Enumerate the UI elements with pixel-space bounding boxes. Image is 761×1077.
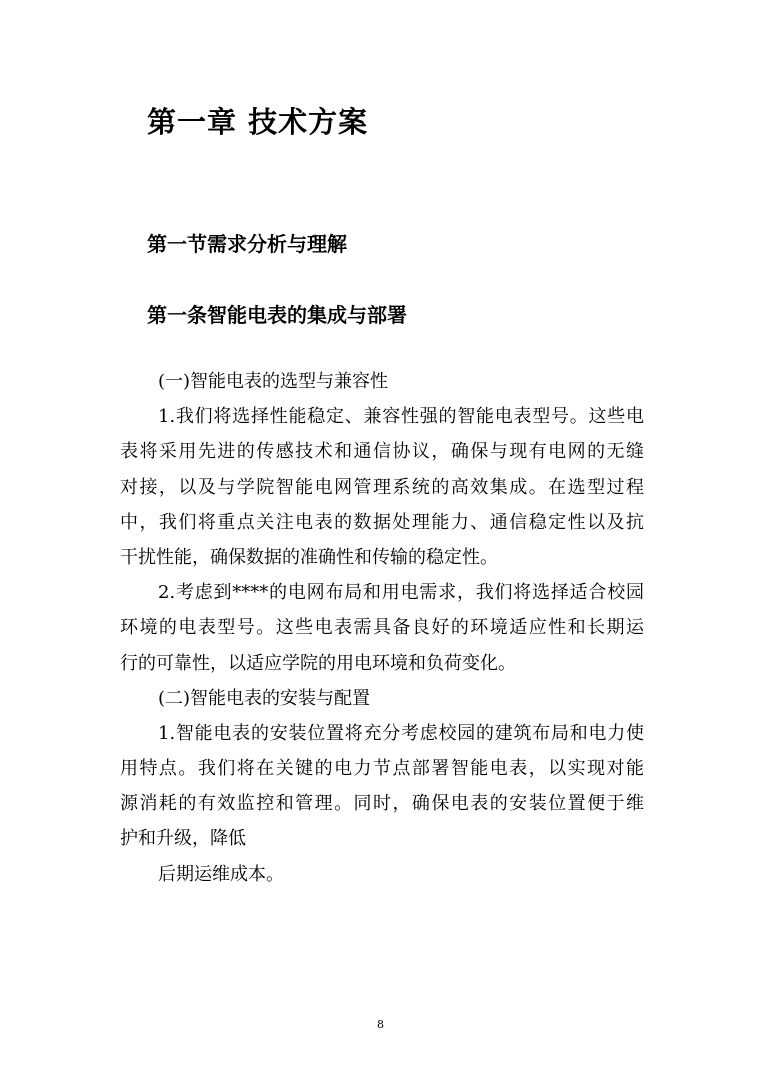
- paragraph-line: 行的可靠性，以适应学院的用电环境和负荷变化。: [120, 652, 516, 674]
- paragraph-line: 中，我们将重点关注电表的数据处理能力、通信稳定性以及抗: [120, 511, 644, 533]
- paragraph-line: 2.考虑到****的电网布局和用电需求，我们将选择适合校园: [158, 582, 644, 604]
- paragraph-line: 1.我们将选择性能稳定、兼容性强的智能电表型号。这些电: [158, 406, 644, 428]
- subheading-line: (二)智能电表的安装与配置: [158, 687, 371, 709]
- section-title: 第一节需求分析与理解: [147, 232, 347, 256]
- paragraph-line: 对接，以及与学院智能电网管理系统的高效集成。在选型过程: [120, 476, 644, 498]
- chapter-title: 第一章 技术方案: [147, 105, 369, 139]
- paragraph-line: 源消耗的有效监控和管理。同时，确保电表的安装位置便于维: [120, 793, 644, 815]
- paragraph-line: 护和升级，降低: [120, 828, 246, 850]
- paragraph-line: 环境的电表型号。这些电表需具备良好的环境适应性和长期运: [120, 617, 644, 639]
- body-text: [120, 364, 644, 892]
- page-number: 8: [377, 1018, 384, 1031]
- paragraph-line: 干扰性能，确保数据的准确性和传输的稳定性。: [120, 546, 498, 568]
- subheading-line: (一)智能电表的选型与兼容性: [158, 371, 389, 392]
- paragraph-line: 后期运维成本。: [158, 863, 284, 885]
- paragraph-line: 用特点。我们将在关键的电力节点部署智能电表，以实现对能: [120, 758, 644, 780]
- article-title: 第一条智能电表的集成与部署: [147, 303, 407, 327]
- paragraph-line: 1.智能电表的安装位置将充分考虑校园的建筑布局和电力使: [158, 722, 644, 744]
- paragraph-line: 表将采用先进的传感技术和通信协议，确保与现有电网的无缝: [120, 441, 644, 463]
